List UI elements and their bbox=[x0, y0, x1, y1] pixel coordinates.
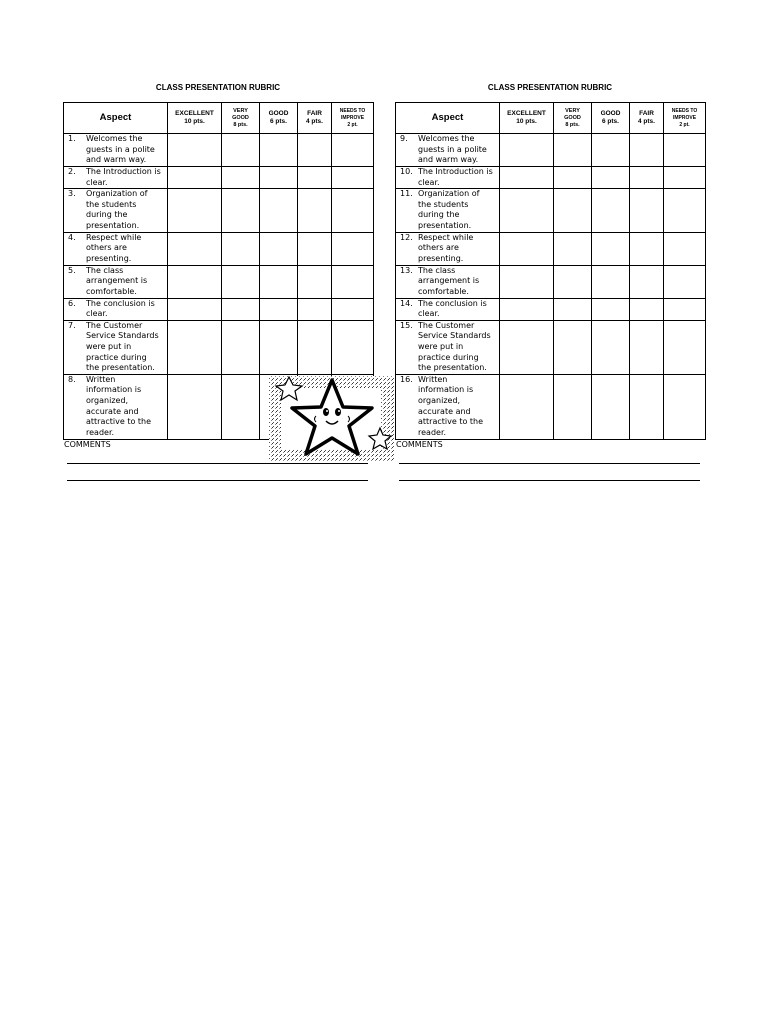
score-cell-needs-improve[interactable] bbox=[664, 167, 706, 189]
score-cell-needs-improve[interactable] bbox=[332, 232, 374, 265]
score-cell-excellent[interactable] bbox=[500, 320, 554, 374]
item-text: Respect while others are presenting. bbox=[86, 232, 142, 263]
item-number: 13. bbox=[400, 265, 413, 275]
score-cell-fair[interactable] bbox=[630, 232, 664, 265]
table-row bbox=[64, 298, 374, 320]
item-text: The class arrangement is comfortable. bbox=[86, 265, 148, 296]
table-row bbox=[64, 167, 374, 189]
score-cell-very-good[interactable] bbox=[554, 167, 592, 189]
score-cell-good[interactable] bbox=[592, 232, 630, 265]
score-cell-good[interactable] bbox=[592, 320, 630, 374]
item-text: The Customer Service Standards were put in practice during the presentation. bbox=[418, 320, 491, 373]
aspect-header: Aspect bbox=[64, 103, 168, 134]
rubric-title: CLASS PRESENTATION RUBRIC bbox=[155, 83, 281, 92]
score-cell-needs-improve[interactable] bbox=[664, 134, 706, 167]
score-cell-needs-improve[interactable] bbox=[664, 265, 706, 298]
score-cell-very-good[interactable] bbox=[554, 232, 592, 265]
score-cell-excellent[interactable] bbox=[168, 298, 222, 320]
rubric-table bbox=[395, 102, 706, 440]
score-cell-fair[interactable] bbox=[630, 374, 664, 439]
score-cell-good[interactable] bbox=[260, 167, 298, 189]
comment-line[interactable] bbox=[399, 463, 700, 464]
aspect-header: Aspect bbox=[396, 103, 500, 134]
score-cell-good[interactable] bbox=[592, 265, 630, 298]
comment-line[interactable] bbox=[67, 480, 368, 481]
score-cell-excellent[interactable] bbox=[168, 320, 222, 374]
score-cell-fair[interactable] bbox=[298, 134, 332, 167]
score-cell-very-good[interactable] bbox=[222, 232, 260, 265]
item-text: Organization of the students during the presentation. bbox=[86, 189, 148, 230]
score-cell-needs-improve[interactable] bbox=[332, 298, 374, 320]
score-cell-very-good[interactable] bbox=[554, 298, 592, 320]
score-cell-excellent[interactable] bbox=[500, 167, 554, 189]
table-row bbox=[64, 189, 374, 232]
item-text: The Introduction is clear. bbox=[418, 167, 493, 187]
table-row bbox=[396, 134, 706, 167]
score-cell-needs-improve[interactable] bbox=[332, 134, 374, 167]
excellent-header: EXCELLENT 10 pts. bbox=[168, 103, 222, 134]
item-number: 9. bbox=[400, 134, 408, 143]
item-number: 1. bbox=[68, 134, 76, 143]
good-header: GOOD 6 pts. bbox=[592, 103, 630, 134]
item-number: 15. bbox=[400, 320, 413, 330]
score-cell-excellent[interactable] bbox=[168, 134, 222, 167]
table-row bbox=[64, 134, 374, 167]
score-cell-fair[interactable] bbox=[298, 320, 332, 374]
score-cell-good[interactable] bbox=[260, 189, 298, 232]
score-cell-very-good[interactable] bbox=[554, 374, 592, 439]
score-cell-very-good[interactable] bbox=[222, 298, 260, 320]
item-text: Written information is organized, accurate and attractive to the reader. bbox=[86, 374, 152, 437]
score-cell-fair[interactable] bbox=[630, 320, 664, 374]
score-cell-needs-improve[interactable] bbox=[332, 320, 374, 374]
score-cell-fair[interactable] bbox=[630, 167, 664, 189]
score-cell-fair[interactable] bbox=[298, 298, 332, 320]
rubric-title: CLASS PRESENTATION RUBRIC bbox=[487, 83, 613, 92]
item-number: 14. bbox=[400, 298, 413, 308]
needs-improve-header: NEEDS TO IMPROVE 2 pt. bbox=[332, 103, 374, 134]
header-row bbox=[396, 103, 706, 134]
excellent-header: EXCELLENT 10 pts. bbox=[500, 103, 554, 134]
comment-line[interactable] bbox=[67, 463, 368, 464]
score-cell-needs-improve[interactable] bbox=[664, 320, 706, 374]
aspect-cell bbox=[396, 374, 500, 439]
aspect-cell bbox=[64, 374, 168, 439]
item-number: 12. bbox=[400, 232, 413, 242]
score-cell-excellent[interactable] bbox=[168, 265, 222, 298]
item-number: 11. bbox=[400, 189, 413, 199]
score-cell-excellent[interactable] bbox=[500, 374, 554, 439]
item-number: 8. bbox=[68, 374, 76, 384]
score-cell-very-good[interactable] bbox=[222, 167, 260, 189]
score-cell-good[interactable] bbox=[260, 232, 298, 265]
item-number: 2. bbox=[68, 167, 76, 176]
score-cell-excellent[interactable] bbox=[168, 189, 222, 232]
score-cell-very-good[interactable] bbox=[222, 265, 260, 298]
score-cell-excellent[interactable] bbox=[500, 134, 554, 167]
score-cell-very-good[interactable] bbox=[554, 189, 592, 232]
item-number: 3. bbox=[68, 189, 76, 199]
item-text: Organization of the students during the presentation. bbox=[418, 189, 480, 230]
table-row bbox=[396, 232, 706, 265]
score-cell-very-good[interactable] bbox=[222, 374, 260, 439]
comment-line[interactable] bbox=[399, 480, 700, 481]
score-cell-excellent[interactable] bbox=[500, 265, 554, 298]
aspect-cell bbox=[396, 265, 500, 298]
score-cell-needs-improve[interactable] bbox=[664, 374, 706, 439]
score-cell-needs-improve[interactable] bbox=[664, 189, 706, 232]
item-number: 7. bbox=[68, 320, 76, 330]
rubric-right bbox=[395, 82, 705, 452]
fair-header: FAIR 4 pts. bbox=[630, 103, 664, 134]
score-cell-good[interactable] bbox=[592, 167, 630, 189]
item-number: 16. bbox=[400, 374, 413, 384]
aspect-cell bbox=[396, 189, 500, 232]
score-cell-good[interactable] bbox=[260, 265, 298, 298]
score-cell-very-good[interactable] bbox=[222, 134, 260, 167]
item-text: The conclusion is clear. bbox=[418, 298, 487, 319]
item-text: The Introduction is clear. bbox=[86, 167, 161, 187]
score-cell-excellent[interactable] bbox=[168, 232, 222, 265]
aspect-cell bbox=[396, 320, 500, 374]
score-cell-fair[interactable] bbox=[298, 232, 332, 265]
score-cell-fair[interactable] bbox=[298, 167, 332, 189]
score-cell-good[interactable] bbox=[592, 298, 630, 320]
score-cell-excellent[interactable] bbox=[500, 232, 554, 265]
score-cell-good[interactable] bbox=[592, 189, 630, 232]
aspect-cell bbox=[64, 320, 168, 374]
score-cell-fair[interactable] bbox=[630, 189, 664, 232]
aspect-cell bbox=[64, 189, 168, 232]
good-header: GOOD 6 pts. bbox=[260, 103, 298, 134]
score-cell-good[interactable] bbox=[592, 374, 630, 439]
score-cell-needs-improve[interactable] bbox=[332, 167, 374, 189]
score-cell-very-good[interactable] bbox=[554, 134, 592, 167]
score-cell-excellent[interactable] bbox=[168, 374, 222, 439]
aspect-cell bbox=[396, 167, 500, 189]
score-cell-fair[interactable] bbox=[630, 298, 664, 320]
aspect-cell bbox=[64, 298, 168, 320]
score-cell-very-good[interactable] bbox=[554, 320, 592, 374]
score-cell-needs-improve[interactable] bbox=[332, 189, 374, 232]
table-row bbox=[396, 374, 706, 439]
aspect-cell bbox=[396, 232, 500, 265]
table-row bbox=[396, 189, 706, 232]
comments-label: COMMENTS bbox=[396, 439, 443, 449]
score-cell-fair[interactable] bbox=[298, 265, 332, 298]
smiling-star-icon bbox=[269, 374, 395, 462]
item-text: Welcomes the guests in a polite and warm way. bbox=[418, 134, 487, 165]
item-number: 10. bbox=[400, 167, 413, 176]
aspect-cell bbox=[64, 167, 168, 189]
aspect-cell bbox=[64, 232, 168, 265]
header-row bbox=[64, 103, 374, 134]
score-cell-needs-improve[interactable] bbox=[664, 232, 706, 265]
score-cell-excellent[interactable] bbox=[500, 189, 554, 232]
item-text: Welcomes the guests in a polite and warm way. bbox=[86, 134, 155, 165]
score-cell-very-good[interactable] bbox=[554, 265, 592, 298]
score-cell-excellent[interactable] bbox=[500, 298, 554, 320]
score-cell-good[interactable] bbox=[260, 134, 298, 167]
score-cell-good[interactable] bbox=[260, 320, 298, 374]
item-text: The conclusion is clear. bbox=[86, 298, 155, 319]
score-cell-fair[interactable] bbox=[298, 189, 332, 232]
table-row bbox=[64, 232, 374, 265]
score-cell-good[interactable] bbox=[260, 298, 298, 320]
item-text: The class arrangement is comfortable. bbox=[418, 265, 480, 296]
table-row bbox=[396, 320, 706, 374]
item-number: 5. bbox=[68, 265, 76, 275]
item-text: The Customer Service Standards were put in practice during the presentation. bbox=[86, 320, 159, 373]
very-good-header: VERY GOOD 8 pts. bbox=[554, 103, 592, 134]
item-number: 6. bbox=[68, 298, 76, 308]
score-cell-very-good[interactable] bbox=[222, 189, 260, 232]
table-row bbox=[396, 167, 706, 189]
score-cell-good[interactable] bbox=[592, 134, 630, 167]
needs-improve-header: NEEDS TO IMPROVE 2 pt. bbox=[664, 103, 706, 134]
score-cell-fair[interactable] bbox=[630, 134, 664, 167]
score-cell-fair[interactable] bbox=[630, 265, 664, 298]
aspect-cell bbox=[396, 134, 500, 167]
item-text: Respect while others are presenting. bbox=[418, 232, 474, 263]
comments-label: COMMENTS bbox=[64, 439, 111, 449]
table-row bbox=[396, 265, 706, 298]
table-row bbox=[396, 298, 706, 320]
aspect-cell bbox=[396, 298, 500, 320]
very-good-header: VERY GOOD 8 pts. bbox=[222, 103, 260, 134]
fair-header: FAIR 4 pts. bbox=[298, 103, 332, 134]
table-row bbox=[64, 320, 374, 374]
table-row bbox=[64, 265, 374, 298]
item-text: Written information is organized, accurate and attractive to the reader. bbox=[418, 374, 484, 437]
aspect-cell bbox=[64, 134, 168, 167]
score-cell-needs-improve[interactable] bbox=[332, 265, 374, 298]
score-cell-excellent[interactable] bbox=[168, 167, 222, 189]
score-cell-very-good[interactable] bbox=[222, 320, 260, 374]
score-cell-needs-improve[interactable] bbox=[664, 298, 706, 320]
item-number: 4. bbox=[68, 232, 76, 242]
aspect-cell bbox=[64, 265, 168, 298]
